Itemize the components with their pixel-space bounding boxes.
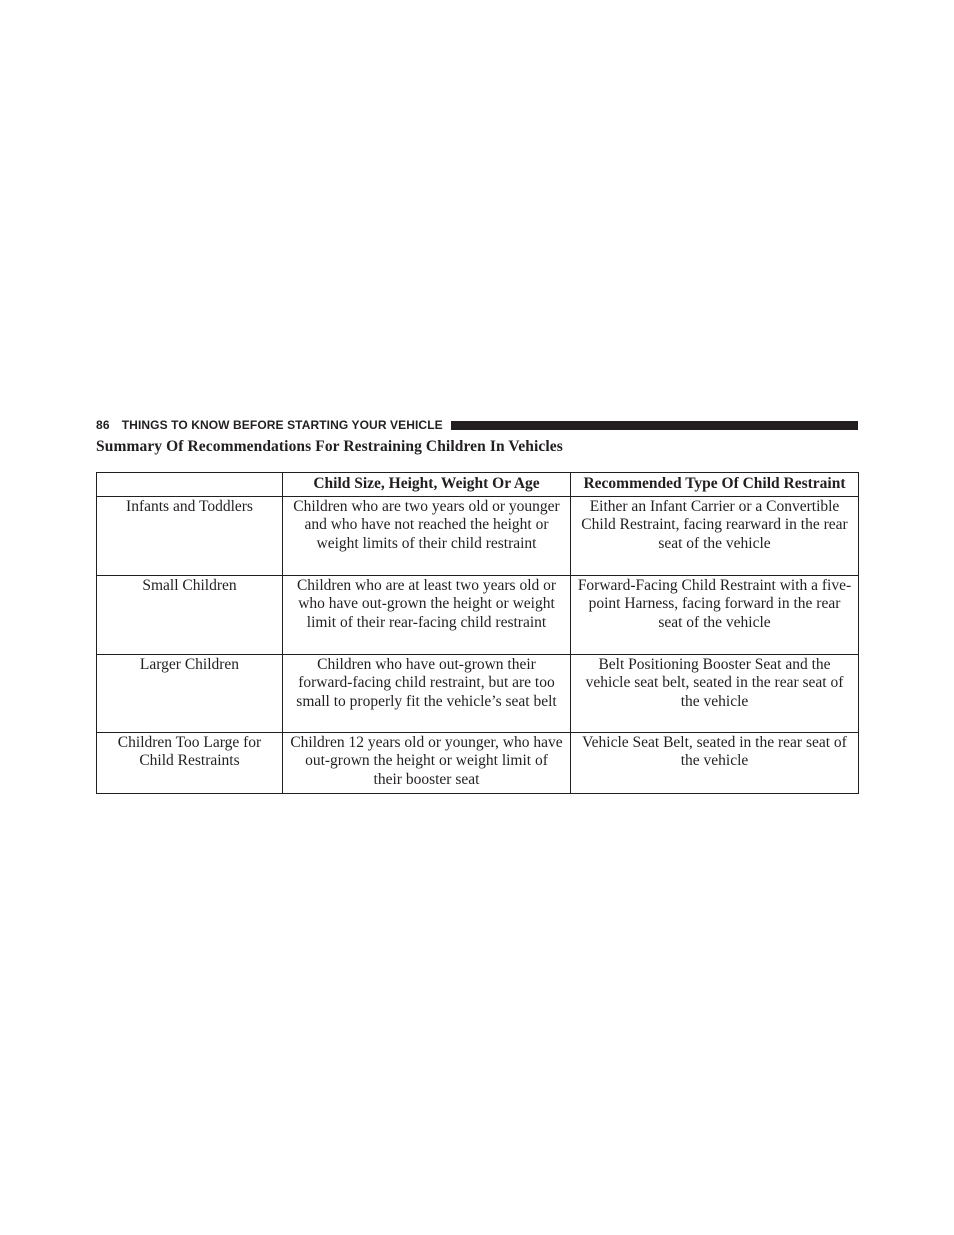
- column-header-category: [97, 473, 283, 497]
- table-row: [97, 654, 859, 732]
- restraint-summary-table: [96, 472, 859, 794]
- size-cell: Children who are at least two years old or who have out-grown the height or weight limit of their rear-facing child restraint: [283, 575, 571, 654]
- size-cell: Children 12 years old or younger, who have out-grown the height or weight limit of their booster seat: [283, 732, 571, 793]
- category-cell: Small Children: [97, 575, 283, 654]
- section-title: THINGS TO KNOW BEFORE STARTING YOUR VEHICLE: [121, 418, 443, 432]
- restraint-cell: Either an Infant Carrier or a Convertible Child Restraint, facing rearward in the rear seat of the vehicle: [571, 496, 859, 575]
- category-cell: Larger Children: [97, 654, 283, 732]
- restraint-cell: Belt Positioning Booster Seat and the vehicle seat belt, seated in the rear seat of the vehicle: [571, 654, 859, 732]
- category-cell: Children Too Large for Child Restraints: [97, 732, 283, 793]
- restraint-cell: Vehicle Seat Belt, seated in the rear seat of the vehicle: [571, 732, 859, 793]
- header-rule: [451, 421, 858, 430]
- page-header: [96, 416, 858, 434]
- category-cell: Infants and Toddlers: [97, 496, 283, 575]
- document-title: Summary Of Recommendations For Restraining Children In Vehicles: [96, 438, 563, 455]
- column-header-restraint: Recommended Type Of Child Restraint: [571, 473, 859, 497]
- column-header-size: Child Size, Height, Weight Or Age: [283, 473, 571, 497]
- table-row: [97, 575, 859, 654]
- table-row: [97, 496, 859, 575]
- table-row: [97, 732, 859, 793]
- table-header-row: [97, 473, 859, 497]
- page-number: 86: [96, 418, 110, 432]
- size-cell: Children who have out-grown their forward-facing child restraint, but are too small to properly fit the vehicle’s seat belt: [283, 654, 571, 732]
- restraint-cell: Forward-Facing Child Restraint with a five-point Harness, facing forward in the rear seat of the vehicle: [571, 575, 859, 654]
- size-cell: Children who are two years old or younger and who have not reached the height or weight limits of their child restraint: [283, 496, 571, 575]
